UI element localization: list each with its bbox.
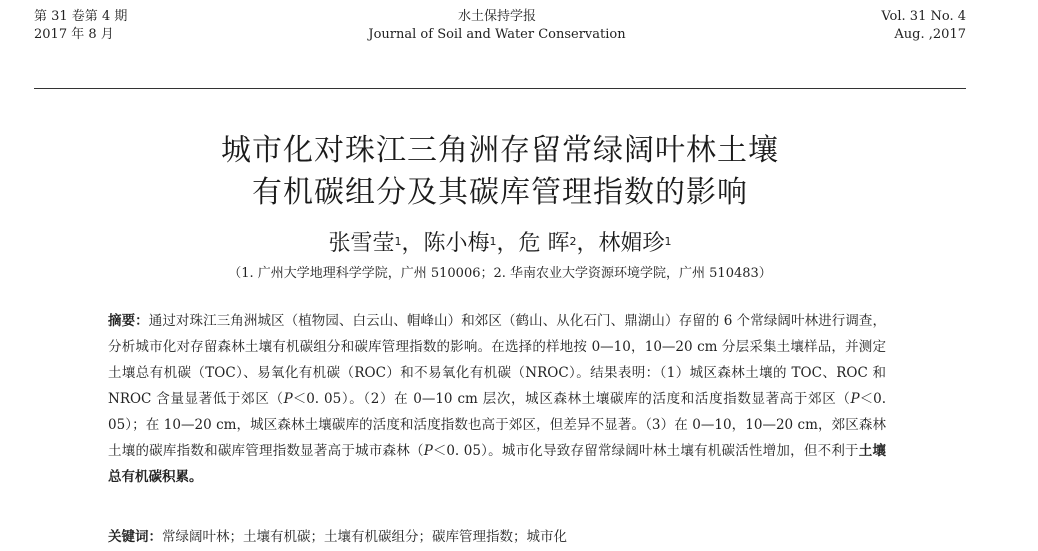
journal-name-en: Journal of Soil and Water Conservation (368, 27, 626, 42)
abstract-text: ＜0. 05）。（2）在 0—10 cm 层次，城区森林土壤碳库的活度和活度指数显著高于郊区（ (292, 391, 851, 407)
p-value-symbol: P (850, 391, 860, 407)
volume-issue: 第 31 卷第 4 期 (34, 9, 128, 24)
publication-date: 2017 年 8 月 (34, 27, 114, 42)
header-rule (34, 88, 966, 89)
journal-volume-en (881, 8, 966, 44)
author-affiliation-mark: 2 (569, 235, 577, 248)
journal-name-block (352, 8, 642, 44)
author-separator: ， (401, 231, 424, 256)
abstract-label: 摘要： (108, 313, 149, 329)
affiliations: （1. 广州大学地理科学学院，广州 510006；2. 华南农业大学资源环境学院，广州 510483） (228, 266, 772, 281)
author-name: 危 晖 (518, 231, 570, 256)
abstract-text: ＜0. 05）；在 10—20 cm，城区森林土壤碳库的活度和活度指数也高于郊区，但差异不显著。（3）在 0—10，10—20 cm，郊区森林土壤的碳库指数和碳库管理指数显著高于城市森林（ (108, 391, 886, 459)
journal-issue-info (34, 8, 127, 44)
author-separator: ， (576, 231, 599, 256)
title-line-1: 城市化对珠江三角洲存留常绿阔叶林土壤 (221, 133, 779, 168)
date-en: Aug. ,2017 (894, 27, 966, 42)
journal-name-cn: 水土保持学报 (457, 9, 536, 24)
abstract (108, 308, 886, 490)
author-name: 张雪莹 (328, 231, 395, 256)
title-line-2: 有机碳组分及其碳库管理指数的影响 (252, 175, 748, 210)
author-affiliation-mark: 1 (394, 235, 402, 248)
author-affiliation-mark: 1 (664, 235, 672, 248)
author-separator: ， (496, 231, 519, 256)
keywords-label: 关键词： (108, 529, 162, 545)
abstract-text: 通过对珠江三角洲城区（植物园、白云山、帽峰山）和郊区（鹤山、从化石门、鼎湖山）存留的 6 个常绿阔叶林进行调查，分析城市化对存留森林土壤有机碳组分和碳库管理指数的影响。在选择的样地按 0—10，10—20 cm 分层采集土壤样品，并测定土壤总有机碳（TOC）、易氧化有机碳（ROC）和不易氧化有机碳（NROC）。结果表明：（1）城区森林土壤的 TOC、ROC 和 NROC 含量显著低于郊区（ (108, 313, 887, 407)
p-value-symbol: P (423, 443, 433, 459)
p-value-symbol: P (283, 391, 293, 407)
author-list (0, 228, 1000, 260)
keywords (108, 524, 886, 550)
paper-title (0, 130, 1000, 214)
author-affiliation-mark: 1 (489, 235, 497, 248)
volume-number-en: Vol. 31 No. 4 (881, 9, 966, 24)
abstract-conclusion: 土壤总有机碳积累。 (108, 443, 887, 485)
abstract-text: ＜0. 05）。城市化导致存留常绿阔叶林土壤有机碳活性增加，但不利于 (432, 443, 859, 459)
author-name: 林媚珍 (598, 231, 665, 256)
keywords-text: 常绿阔叶林；土壤有机碳；土壤有机碳组分；碳库管理指数；城市化 (162, 529, 567, 545)
author-name: 陈小梅 (423, 231, 490, 256)
